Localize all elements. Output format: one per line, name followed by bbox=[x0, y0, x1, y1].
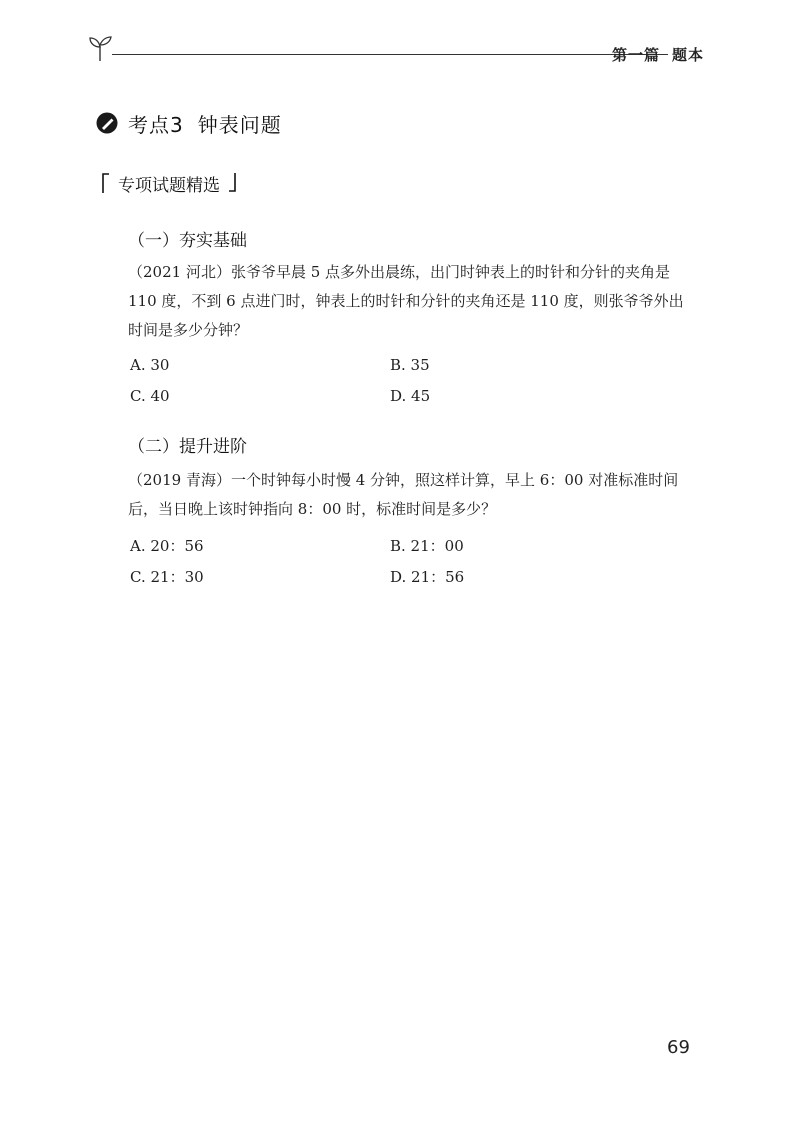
subsection-1-title: （一）夯实基础 bbox=[128, 231, 247, 251]
header-title bbox=[612, 44, 704, 65]
q1-option-a: A. 30 bbox=[130, 356, 170, 374]
section-heading bbox=[100, 170, 238, 196]
q1-option-d: D. 45 bbox=[390, 387, 431, 405]
sprout-icon bbox=[88, 32, 112, 62]
right-bracket-icon bbox=[228, 172, 238, 194]
q1-option-c: C. 40 bbox=[130, 387, 170, 405]
kaodian-label: 考点3 bbox=[128, 112, 184, 137]
page-number: 69 bbox=[667, 1037, 690, 1058]
page-header bbox=[88, 30, 704, 70]
section-title: 专项试题精选 bbox=[118, 175, 220, 196]
header-book: 题本 bbox=[671, 46, 704, 64]
subsection-2-title: （二）提升进阶 bbox=[128, 437, 247, 457]
q2-option-c: C. 21：30 bbox=[130, 568, 204, 586]
question-1: （2021 河北）张爷爷早晨 5 点多外出晨练，出门时钟表上的时针和分针的夹角是 110 度，不到 6 点进门时，钟表上的时针和分针的夹角还是 110 度，则张爷爷外出时间是多少分钟？ bbox=[128, 263, 684, 339]
kaodian-title bbox=[128, 109, 282, 138]
header-part: 第一篇 bbox=[611, 46, 660, 64]
q1-option-b: B. 35 bbox=[390, 356, 430, 374]
left-bracket-icon bbox=[100, 172, 110, 194]
q2-option-a: A. 20：56 bbox=[130, 537, 204, 555]
header-rule bbox=[112, 54, 668, 55]
kaodian-heading bbox=[96, 108, 282, 138]
pen-badge-icon bbox=[96, 112, 118, 134]
question-2: （2019 青海）一个时钟每小时慢 4 分钟，照这样计算，早上 6：00 对准标准时间后，当日晚上该时钟指向 8：00 时，标准时间是多少？ bbox=[128, 471, 679, 518]
q2-option-d: D. 21：56 bbox=[390, 568, 465, 586]
kaodian-topic: 钟表问题 bbox=[197, 112, 282, 137]
q2-option-b: B. 21：00 bbox=[390, 537, 464, 555]
